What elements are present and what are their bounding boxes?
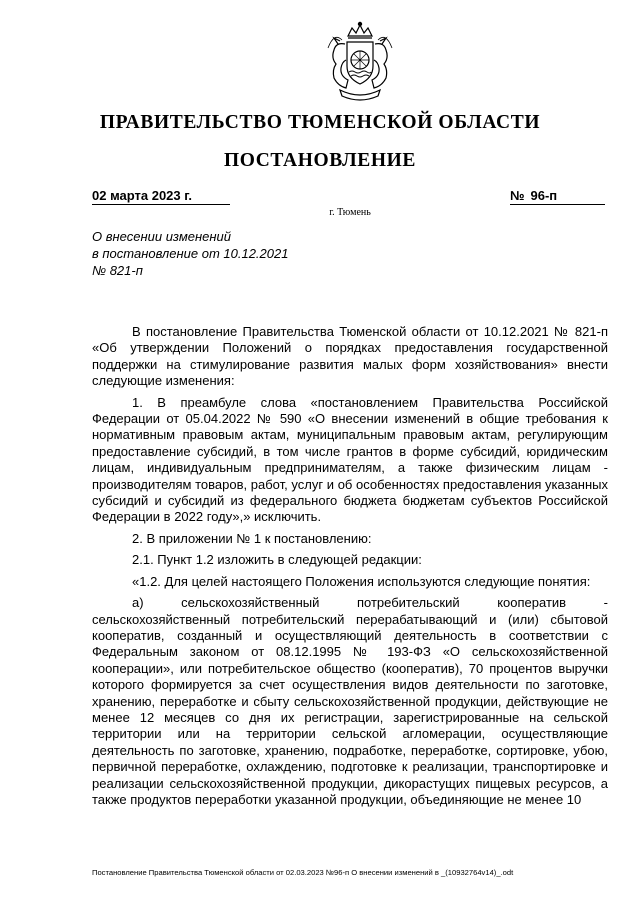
- body-paragraph: 1. В преамбуле слова «постановлением Правительства Российской Федерации от 05.04.2022 № 590 «О внесении изменений в общие требования к нормативным правовым актам, муниципальным правовым актам, регулирующим предоставление субсидий, в том числе грантов в форме субсидий, юридическим лицам, индивидуальным предпринимателям, а также физическим лицам - производителям товаров, работ, услуг и об особенностях предоставления указанных субсидий и субсидий из федерального бюджета бюджетам субъектов Российской Федерации в 2022 году»,» исключить.: [92, 394, 608, 525]
- document-city: г. Тюмень: [329, 207, 371, 218]
- body-paragraph: а) сельскохозяйственный потребительский кооператив - сельскохозяйственный потребительский перерабатывающий и (или) сбытовой кооператив, созданный и осуществляющий деятельность в соответствии с Федеральным законом от 08.12.1995 № 193-ФЗ «О сельскохозяйственной кооперации», или потребительское общество (кооператив), 70 процентов выручки которого формируется за счет осуществления видов деятельности по заготовке, хранению, переработке и сбыту сельскохозяйственной продукции, действующие не менее 12 месяцев со дня их регистрации, зарегистрированные на сельской территории или на территории сельской агломерации, осуществляющие деятельность по заготовке, хранению, подработке, переработке, сортировке, убою, первичной переработке, охлаждению, подготовке к реализации, транспортировке и реализации сельскохозяйственной продукции, дикорастущих пищевых ресурсов, а также продуктов переработки указанной продукции, объединяющие не менее 10: [92, 595, 608, 807]
- number-value: 96-п: [530, 188, 558, 203]
- subject-line: № 821-п: [92, 263, 143, 278]
- document-subject: [92, 228, 352, 279]
- document-number: [510, 188, 605, 205]
- number-sign: №: [510, 188, 525, 203]
- document-body: [92, 324, 608, 813]
- subject-line: О внесении изменений: [92, 229, 231, 244]
- government-title: ПРАВИТЕЛЬСТВО ТЮМЕНСКОЙ ОБЛАСТИ: [99, 112, 541, 133]
- body-paragraph: 2.1. Пункт 1.2 изложить в следующей редакции:: [132, 552, 422, 568]
- subject-line: в постановление от 10.12.2021: [92, 246, 289, 261]
- page-footer: Постановление Правительства Тюменской области от 02.03.2023 №96-п О внесении изменений в _(10932764v14)_.odt: [92, 868, 514, 877]
- body-paragraph: 2. В приложении № 1 к постановлению:: [132, 530, 372, 546]
- body-paragraph: «1.2. Для целей настоящего Положения используются следующие понятия:: [132, 573, 591, 589]
- document-type: ПОСТАНОВЛЕНИЕ: [223, 150, 417, 171]
- body-paragraph: В постановление Правительства Тюменской области от 10.12.2021 № 821-п «Об утверждении Положений о порядках предоставления государственной поддержки на стимулирование развития малых форм хозяйствования» внести следующие изменения:: [92, 324, 608, 389]
- coat-of-arms-icon: [318, 20, 402, 104]
- document-date: 02 марта 2023 г.: [92, 188, 230, 205]
